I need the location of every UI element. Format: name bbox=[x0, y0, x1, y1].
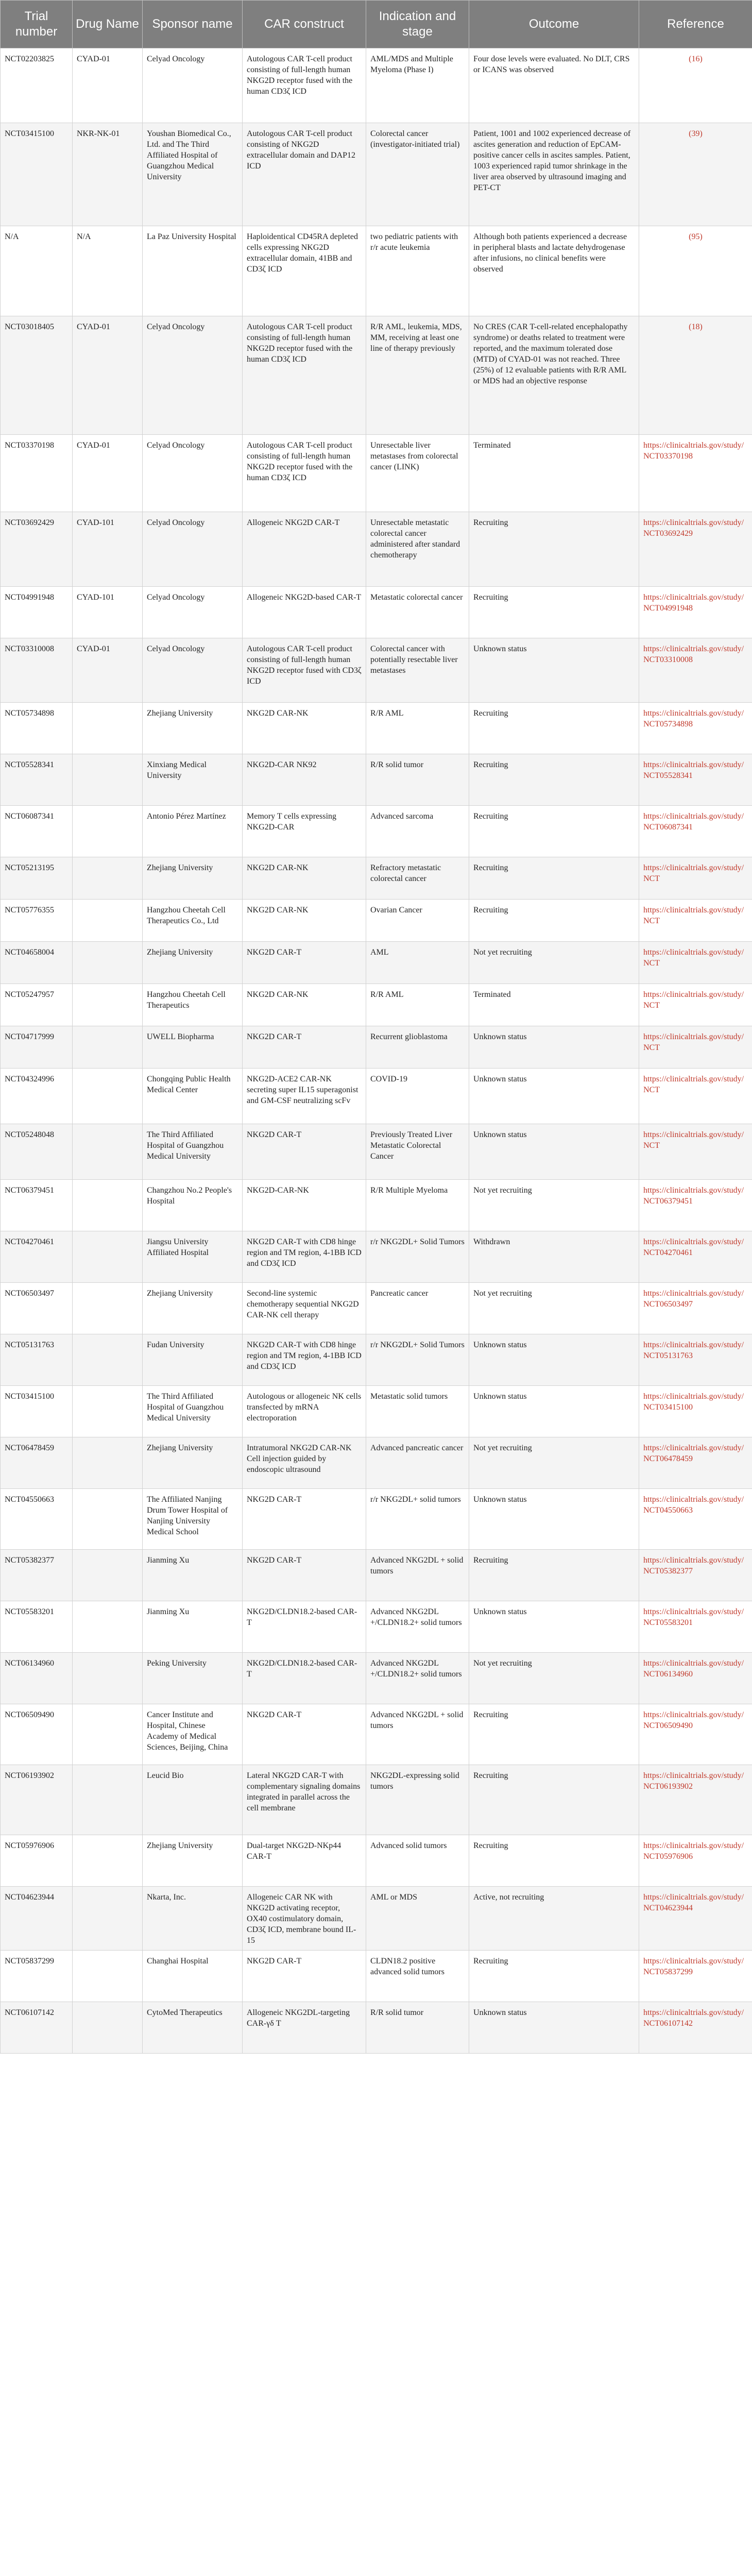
trial-number-cell: NCT03310008 bbox=[1, 638, 73, 703]
indication-cell: Recurrent glioblastoma bbox=[366, 1026, 469, 1069]
indication-cell: Advanced pancreatic cancer bbox=[366, 1437, 469, 1489]
reference-link[interactable]: (16) bbox=[639, 48, 752, 123]
sponsor-name-cell: Cancer Institute and Hospital, Chinese Academy of Medical Sciences, Beijing, China bbox=[143, 1704, 243, 1765]
outcome-cell: Recruiting bbox=[469, 806, 639, 857]
indication-cell: R/R solid tumor bbox=[366, 2002, 469, 2054]
trial-number-cell: NCT05213195 bbox=[1, 857, 73, 900]
car-construct-cell: Dual-target NKG2D-NKp44 CAR-T bbox=[243, 1835, 366, 1887]
column-header-sponsor-name: Sponsor name bbox=[143, 1, 243, 48]
sponsor-name-cell: Jianming Xu bbox=[143, 1601, 243, 1653]
table-row bbox=[1, 48, 752, 123]
car-construct-cell: NKG2D-CAR-NK bbox=[243, 1180, 366, 1231]
trial-number-cell: NCT06087341 bbox=[1, 806, 73, 857]
indication-cell: R/R solid tumor bbox=[366, 754, 469, 806]
sponsor-name-cell: Hangzhou Cheetah Cell Therapeutics bbox=[143, 984, 243, 1026]
trial-number-cell: NCT03415100 bbox=[1, 123, 73, 226]
drug-name-cell bbox=[73, 754, 143, 806]
reference-link[interactable]: (95) bbox=[639, 226, 752, 316]
trial-number-cell: NCT04991948 bbox=[1, 587, 73, 638]
sponsor-name-cell: Changhai Hospital bbox=[143, 1951, 243, 2002]
table-row bbox=[1, 638, 752, 703]
drug-name-cell: CYAD-01 bbox=[73, 48, 143, 123]
table-body bbox=[1, 48, 752, 2054]
sponsor-name-cell: Zhejiang University bbox=[143, 703, 243, 754]
car-construct-cell: NKG2D CAR-T bbox=[243, 1026, 366, 1069]
indication-cell: r/r NKG2DL+ Solid Tumors bbox=[366, 1231, 469, 1283]
car-construct-cell: Intratumoral NKG2D CAR-NK Cell injection guided by endoscopic ultrasound bbox=[243, 1437, 366, 1489]
table-row bbox=[1, 1334, 752, 1386]
trial-number-cell: N/A bbox=[1, 226, 73, 316]
table-row bbox=[1, 1550, 752, 1601]
car-construct-cell: NKG2D CAR-T bbox=[243, 1704, 366, 1765]
car-construct-cell: Allogeneic NKG2D CAR-T bbox=[243, 512, 366, 587]
indication-cell: NKG2DL-expressing solid tumors bbox=[366, 1765, 469, 1835]
car-construct-cell: NKG2D CAR-NK bbox=[243, 857, 366, 900]
drug-name-cell bbox=[73, 1765, 143, 1835]
car-construct-cell: Allogeneic NKG2D-based CAR-T bbox=[243, 587, 366, 638]
indication-cell: Advanced sarcoma bbox=[366, 806, 469, 857]
outcome-cell: Recruiting bbox=[469, 1835, 639, 1887]
reference-link[interactable]: https://clinicaltrials.gov/study/NCT04270461 bbox=[639, 1231, 752, 1283]
trial-number-cell: NCT04270461 bbox=[1, 1231, 73, 1283]
trial-number-cell: NCT06478459 bbox=[1, 1437, 73, 1489]
car-construct-cell: Autologous or allogeneic NK cells transfected by mRNA electroporation bbox=[243, 1386, 366, 1437]
trial-number-cell: NCT05247957 bbox=[1, 984, 73, 1026]
outcome-cell: Recruiting bbox=[469, 900, 639, 942]
outcome-cell: Terminated bbox=[469, 435, 639, 512]
column-header-outcome: Outcome bbox=[469, 1, 639, 48]
trial-number-cell: NCT05131763 bbox=[1, 1334, 73, 1386]
table-row bbox=[1, 754, 752, 806]
drug-name-cell bbox=[73, 1231, 143, 1283]
table-row bbox=[1, 1124, 752, 1180]
drug-name-cell bbox=[73, 900, 143, 942]
car-construct-cell: Memory T cells expressing NKG2D-CAR bbox=[243, 806, 366, 857]
trial-number-cell: NCT06509490 bbox=[1, 1704, 73, 1765]
outcome-cell: Not yet recruiting bbox=[469, 1437, 639, 1489]
table-row bbox=[1, 1069, 752, 1124]
reference-link[interactable]: https://clinicaltrials.gov/study/NCT04623944 bbox=[639, 1887, 752, 1951]
outcome-cell: Not yet recruiting bbox=[469, 1283, 639, 1334]
outcome-cell: Unknown status bbox=[469, 638, 639, 703]
drug-name-cell: CYAD-01 bbox=[73, 638, 143, 703]
table-row bbox=[1, 316, 752, 435]
sponsor-name-cell: Celyad Oncology bbox=[143, 48, 243, 123]
car-construct-cell: Allogeneic NKG2DL-targeting CAR-γδ T bbox=[243, 2002, 366, 2054]
drug-name-cell bbox=[73, 1386, 143, 1437]
outcome-cell: Recruiting bbox=[469, 1550, 639, 1601]
outcome-cell: Recruiting bbox=[469, 1704, 639, 1765]
table-row bbox=[1, 587, 752, 638]
table-row bbox=[1, 857, 752, 900]
indication-cell: Ovarian Cancer bbox=[366, 900, 469, 942]
outcome-cell: Unknown status bbox=[469, 1386, 639, 1437]
reference-link[interactable]: https://clinicaltrials.gov/study/NCT06107142 bbox=[639, 2002, 752, 2054]
outcome-cell: Not yet recruiting bbox=[469, 942, 639, 984]
car-construct-cell: NKG2D CAR-NK bbox=[243, 703, 366, 754]
table-row bbox=[1, 1887, 752, 1951]
reference-link[interactable]: https://clinicaltrials.gov/study/NCT06509490 bbox=[639, 1704, 752, 1765]
reference-link[interactable]: https://clinicaltrials.gov/study/NCT06503497 bbox=[639, 1283, 752, 1334]
indication-cell: r/r NKG2DL+ Solid Tumors bbox=[366, 1334, 469, 1386]
outcome-cell: Unknown status bbox=[469, 2002, 639, 2054]
reference-link[interactable]: https://clinicaltrials.gov/study/NCT05837299 bbox=[639, 1951, 752, 2002]
outcome-cell: Four dose levels were evaluated. No DLT, CRS or ICANS was observed bbox=[469, 48, 639, 123]
indication-cell: Advanced NKG2DL + solid tumors bbox=[366, 1550, 469, 1601]
outcome-cell: Recruiting bbox=[469, 1951, 639, 2002]
trial-number-cell: NCT05382377 bbox=[1, 1550, 73, 1601]
trial-number-cell: NCT05837299 bbox=[1, 1951, 73, 2002]
reference-link[interactable]: https://clinicaltrials.gov/study/NCT bbox=[639, 1124, 752, 1180]
sponsor-name-cell: Zhejiang University bbox=[143, 1835, 243, 1887]
indication-cell: r/r NKG2DL+ solid tumors bbox=[366, 1489, 469, 1550]
reference-link[interactable]: https://clinicaltrials.gov/study/NCT04550663 bbox=[639, 1489, 752, 1550]
reference-link[interactable]: https://clinicaltrials.gov/study/NCT05976906 bbox=[639, 1835, 752, 1887]
reference-link[interactable]: https://clinicaltrials.gov/study/NCT bbox=[639, 900, 752, 942]
sponsor-name-cell: Nkarta, Inc. bbox=[143, 1887, 243, 1951]
reference-link[interactable]: https://clinicaltrials.gov/study/NCT06087341 bbox=[639, 806, 752, 857]
trial-number-cell: NCT06134960 bbox=[1, 1653, 73, 1704]
drug-name-cell bbox=[73, 2002, 143, 2054]
table-row bbox=[1, 1601, 752, 1653]
table-row bbox=[1, 703, 752, 754]
car-construct-cell: NKG2D CAR-T with CD8 hinge region and TM region, 4-1BB ICD and CD3ζ ICD bbox=[243, 1334, 366, 1386]
trial-number-cell: NCT02203825 bbox=[1, 48, 73, 123]
sponsor-name-cell: Chongqing Public Health Medical Center bbox=[143, 1069, 243, 1124]
indication-cell: Previously Treated Liver Metastatic Colorectal Cancer bbox=[366, 1124, 469, 1180]
table-row bbox=[1, 1653, 752, 1704]
outcome-cell: Recruiting bbox=[469, 857, 639, 900]
car-construct-cell: NKG2D CAR-T bbox=[243, 942, 366, 984]
car-construct-cell: NKG2D-CAR NK92 bbox=[243, 754, 366, 806]
reference-link[interactable]: https://clinicaltrials.gov/study/NCT bbox=[639, 857, 752, 900]
outcome-cell: Unknown status bbox=[469, 1026, 639, 1069]
reference-link[interactable]: (18) bbox=[639, 316, 752, 435]
sponsor-name-cell: Celyad Oncology bbox=[143, 638, 243, 703]
drug-name-cell bbox=[73, 1489, 143, 1550]
indication-cell: AML/MDS and Multiple Myeloma (Phase I) bbox=[366, 48, 469, 123]
car-construct-cell: Lateral NKG2D CAR-T with complementary signaling domains integrated in parallel across the cell membrane bbox=[243, 1765, 366, 1835]
car-construct-cell: Autologous CAR T-cell product consisting of full-length human NKG2D receptor fused with the human CD3ζ ICD bbox=[243, 316, 366, 435]
reference-link[interactable]: https://clinicaltrials.gov/study/NCT04991948 bbox=[639, 587, 752, 638]
reference-link[interactable]: https://clinicaltrials.gov/study/NCT05734898 bbox=[639, 703, 752, 754]
sponsor-name-cell: The Third Affiliated Hospital of Guangzhou Medical University bbox=[143, 1386, 243, 1437]
trial-number-cell: NCT03018405 bbox=[1, 316, 73, 435]
table-row bbox=[1, 984, 752, 1026]
car-construct-cell: Autologous CAR T-cell product consisting of full-length human NKG2D receptor fused with the human CD3ζ ICD bbox=[243, 435, 366, 512]
indication-cell: R/R AML bbox=[366, 984, 469, 1026]
sponsor-name-cell: Xinxiang Medical University bbox=[143, 754, 243, 806]
indication-cell: AML or MDS bbox=[366, 1887, 469, 1951]
indication-cell: Advanced solid tumors bbox=[366, 1835, 469, 1887]
trial-number-cell: NCT05976906 bbox=[1, 1835, 73, 1887]
car-construct-cell: NKG2D CAR-T bbox=[243, 1124, 366, 1180]
sponsor-name-cell: Celyad Oncology bbox=[143, 512, 243, 587]
indication-cell: Pancreatic cancer bbox=[366, 1283, 469, 1334]
trial-number-cell: NCT06107142 bbox=[1, 2002, 73, 2054]
table-row bbox=[1, 1765, 752, 1835]
column-header-drug-name: Drug Name bbox=[73, 1, 143, 48]
car-construct-cell: Autologous CAR T-cell product consisting of full-length human NKG2D receptor fused with CD3ζ ICD bbox=[243, 638, 366, 703]
column-header-reference: Reference bbox=[639, 1, 752, 48]
drug-name-cell bbox=[73, 1835, 143, 1887]
trial-number-cell: NCT06193902 bbox=[1, 1765, 73, 1835]
sponsor-name-cell: La Paz University Hospital bbox=[143, 226, 243, 316]
sponsor-name-cell: UWELL Biopharma bbox=[143, 1026, 243, 1069]
indication-cell: two pediatric patients with r/r acute leukemia bbox=[366, 226, 469, 316]
table-row bbox=[1, 1386, 752, 1437]
drug-name-cell bbox=[73, 1124, 143, 1180]
reference-link[interactable]: https://clinicaltrials.gov/study/NCT06478459 bbox=[639, 1437, 752, 1489]
outcome-cell: Terminated bbox=[469, 984, 639, 1026]
table-row bbox=[1, 942, 752, 984]
reference-link[interactable]: https://clinicaltrials.gov/study/NCT bbox=[639, 984, 752, 1026]
indication-cell: Unresectable liver metastases from colorectal cancer (LINK) bbox=[366, 435, 469, 512]
indication-cell: Colorectal cancer with potentially resectable liver metastases bbox=[366, 638, 469, 703]
outcome-cell: Unknown status bbox=[469, 1601, 639, 1653]
table-row bbox=[1, 1026, 752, 1069]
reference-link[interactable]: https://clinicaltrials.gov/study/NCT bbox=[639, 942, 752, 984]
table-row bbox=[1, 2002, 752, 2054]
car-construct-cell: NKG2D/CLDN18.2-based CAR-T bbox=[243, 1653, 366, 1704]
drug-name-cell bbox=[73, 984, 143, 1026]
sponsor-name-cell: The Third Affiliated Hospital of Guangzhou Medical University bbox=[143, 1124, 243, 1180]
outcome-cell: Patient, 1001 and 1002 experienced decrease of ascites generation and reduction of EpCAM-positive cancer cells in ascites samples. Patient, 1003 experienced rapid tumor shrinkage in the liver area observed by ultrasound imaging and PET-CT bbox=[469, 123, 639, 226]
table-row bbox=[1, 1231, 752, 1283]
drug-name-cell bbox=[73, 1951, 143, 2002]
sponsor-name-cell: Celyad Oncology bbox=[143, 587, 243, 638]
sponsor-name-cell: Zhejiang University bbox=[143, 1283, 243, 1334]
sponsor-name-cell: Jianming Xu bbox=[143, 1550, 243, 1601]
drug-name-cell bbox=[73, 1026, 143, 1069]
drug-name-cell bbox=[73, 857, 143, 900]
reference-link[interactable]: https://clinicaltrials.gov/study/NCT06193902 bbox=[639, 1765, 752, 1835]
sponsor-name-cell: Hangzhou Cheetah Cell Therapeutics Co., Ltd bbox=[143, 900, 243, 942]
table-row bbox=[1, 806, 752, 857]
car-construct-cell: NKG2D-ACE2 CAR-NK secreting super IL15 superagonist and GM-CSF neutralizing scFv bbox=[243, 1069, 366, 1124]
drug-name-cell bbox=[73, 1887, 143, 1951]
drug-name-cell: CYAD-101 bbox=[73, 587, 143, 638]
sponsor-name-cell: Zhejiang University bbox=[143, 942, 243, 984]
trial-number-cell: NCT06503497 bbox=[1, 1283, 73, 1334]
trial-number-cell: NCT05776355 bbox=[1, 900, 73, 942]
outcome-cell: Recruiting bbox=[469, 512, 639, 587]
outcome-cell: Not yet recruiting bbox=[469, 1653, 639, 1704]
trial-number-cell: NCT03692429 bbox=[1, 512, 73, 587]
drug-name-cell: NKR-NK-01 bbox=[73, 123, 143, 226]
table-row bbox=[1, 1283, 752, 1334]
reference-link[interactable]: https://clinicaltrials.gov/study/NCT06134960 bbox=[639, 1653, 752, 1704]
reference-link[interactable]: https://clinicaltrials.gov/study/NCT05382377 bbox=[639, 1550, 752, 1601]
sponsor-name-cell: Youshan Biomedical Co., Ltd. and The Third Affiliated Hospital of Guangzhou Medical University bbox=[143, 123, 243, 226]
indication-cell: Unresectable metastatic colorectal cancer administered after standard chemotherapy bbox=[366, 512, 469, 587]
trial-number-cell: NCT04324996 bbox=[1, 1069, 73, 1124]
outcome-cell: Recruiting bbox=[469, 703, 639, 754]
reference-link[interactable]: (39) bbox=[639, 123, 752, 226]
outcome-cell: Recruiting bbox=[469, 754, 639, 806]
reference-link[interactable]: https://clinicaltrials.gov/study/NCT05583201 bbox=[639, 1601, 752, 1653]
trial-number-cell: NCT03370198 bbox=[1, 435, 73, 512]
reference-link[interactable]: https://clinicaltrials.gov/study/NCT03415100 bbox=[639, 1386, 752, 1437]
car-construct-cell: NKG2D/CLDN18.2-based CAR-T bbox=[243, 1601, 366, 1653]
reference-link[interactable]: https://clinicaltrials.gov/study/NCT05131763 bbox=[639, 1334, 752, 1386]
trial-number-cell: NCT05583201 bbox=[1, 1601, 73, 1653]
table-row bbox=[1, 512, 752, 587]
indication-cell: Metastatic solid tumors bbox=[366, 1386, 469, 1437]
indication-cell: AML bbox=[366, 942, 469, 984]
drug-name-cell bbox=[73, 1437, 143, 1489]
drug-name-cell bbox=[73, 1550, 143, 1601]
car-construct-cell: NKG2D CAR-T bbox=[243, 1550, 366, 1601]
outcome-cell: Unknown status bbox=[469, 1334, 639, 1386]
trial-number-cell: NCT06379451 bbox=[1, 1180, 73, 1231]
indication-cell: R/R AML, leukemia, MDS, MM, receiving at least one line of therapy previously bbox=[366, 316, 469, 435]
table-row bbox=[1, 1704, 752, 1765]
outcome-cell: Although both patients experienced a decrease in peripheral blasts and lactate dehydrogenase after infusions, no clinical benefits were observed bbox=[469, 226, 639, 316]
outcome-cell: Not yet recruiting bbox=[469, 1180, 639, 1231]
indication-cell: Advanced NKG2DL +/CLDN18.2+ solid tumors bbox=[366, 1653, 469, 1704]
indication-cell: R/R AML bbox=[366, 703, 469, 754]
drug-name-cell bbox=[73, 1334, 143, 1386]
sponsor-name-cell: Fudan University bbox=[143, 1334, 243, 1386]
drug-name-cell bbox=[73, 806, 143, 857]
sponsor-name-cell: Jiangsu University Affiliated Hospital bbox=[143, 1231, 243, 1283]
table-row bbox=[1, 226, 752, 316]
car-construct-cell: NKG2D CAR-T bbox=[243, 1951, 366, 2002]
outcome-cell: Withdrawn bbox=[469, 1231, 639, 1283]
table-row bbox=[1, 1835, 752, 1887]
indication-cell: CLDN18.2 positive advanced solid tumors bbox=[366, 1951, 469, 2002]
table-row bbox=[1, 435, 752, 512]
table-row bbox=[1, 123, 752, 226]
sponsor-name-cell: Zhejiang University bbox=[143, 1437, 243, 1489]
car-construct-cell: NKG2D CAR-T bbox=[243, 1489, 366, 1550]
outcome-cell: Unknown status bbox=[469, 1124, 639, 1180]
trial-number-cell: NCT03415100 bbox=[1, 1386, 73, 1437]
indication-cell: Advanced NKG2DL +/CLDN18.2+ solid tumors bbox=[366, 1601, 469, 1653]
outcome-cell: Active, not recruiting bbox=[469, 1887, 639, 1951]
sponsor-name-cell: Celyad Oncology bbox=[143, 316, 243, 435]
car-construct-cell: Haploidentical CD45RA depleted cells expressing NKG2D extracellular domain, 41BB and CD3ζ ICD bbox=[243, 226, 366, 316]
table-row bbox=[1, 1951, 752, 2002]
car-construct-cell: Allogeneic CAR NK with NKG2D activating receptor, OX40 costimulatory domain, CD3ζ ICD, membrane bound IL-15 bbox=[243, 1887, 366, 1951]
reference-link[interactable]: https://clinicaltrials.gov/study/NCT05528341 bbox=[639, 754, 752, 806]
outcome-cell: Unknown status bbox=[469, 1069, 639, 1124]
sponsor-name-cell: CytoMed Therapeutics bbox=[143, 2002, 243, 2054]
outcome-cell: Recruiting bbox=[469, 1765, 639, 1835]
drug-name-cell bbox=[73, 1283, 143, 1334]
trial-number-cell: NCT04658004 bbox=[1, 942, 73, 984]
car-construct-cell: Second-line systemic chemotherapy sequential NKG2D CAR-NK cell therapy bbox=[243, 1283, 366, 1334]
table-row bbox=[1, 1180, 752, 1231]
car-construct-cell: NKG2D CAR-T with CD8 hinge region and TM region, 4-1BB ICD and CD3ζ ICD bbox=[243, 1231, 366, 1283]
car-construct-cell: Autologous CAR T-cell product consisting of full-length human NKG2D receptor fused with the human CD3ζ ICD bbox=[243, 48, 366, 123]
indication-cell: Advanced NKG2DL + solid tumors bbox=[366, 1704, 469, 1765]
trial-number-cell: NCT05528341 bbox=[1, 754, 73, 806]
car-construct-cell: Autologous CAR T-cell product consisting of NKG2D extracellular domain and DAP12 ICD bbox=[243, 123, 366, 226]
reference-link[interactable]: https://clinicaltrials.gov/study/NCT bbox=[639, 1026, 752, 1069]
reference-link[interactable]: https://clinicaltrials.gov/study/NCT03692429 bbox=[639, 512, 752, 587]
trial-number-cell: NCT05248048 bbox=[1, 1124, 73, 1180]
column-header-indication-and-stage: Indication and stage bbox=[366, 1, 469, 48]
trial-number-cell: NCT05734898 bbox=[1, 703, 73, 754]
outcome-cell: No CRES (CAR T-cell-related encephalopathy syndrome) or deaths related to treatment were reported, and the maximum tolerated dose (MTD) of CYAD-01 was not reached. Three (25%) of 12 evaluable patients with R/R AML or MDS had an objective response bbox=[469, 316, 639, 435]
reference-link[interactable]: https://clinicaltrials.gov/study/NCT06379451 bbox=[639, 1180, 752, 1231]
trial-number-cell: NCT04623944 bbox=[1, 1887, 73, 1951]
sponsor-name-cell: Changzhou No.2 People's Hospital bbox=[143, 1180, 243, 1231]
sponsor-name-cell: Antonio Pérez Martínez bbox=[143, 806, 243, 857]
sponsor-name-cell: Peking University bbox=[143, 1653, 243, 1704]
reference-link[interactable]: https://clinicaltrials.gov/study/NCT03370198 bbox=[639, 435, 752, 512]
drug-name-cell bbox=[73, 1601, 143, 1653]
drug-name-cell bbox=[73, 1069, 143, 1124]
drug-name-cell bbox=[73, 942, 143, 984]
drug-name-cell bbox=[73, 1704, 143, 1765]
reference-link[interactable]: https://clinicaltrials.gov/study/NCT bbox=[639, 1069, 752, 1124]
table-row bbox=[1, 1437, 752, 1489]
trial-number-cell: NCT04717999 bbox=[1, 1026, 73, 1069]
drug-name-cell: CYAD-01 bbox=[73, 316, 143, 435]
car-construct-cell: NKG2D CAR-NK bbox=[243, 900, 366, 942]
indication-cell: R/R Multiple Myeloma bbox=[366, 1180, 469, 1231]
header-row bbox=[1, 1, 752, 48]
drug-name-cell: CYAD-101 bbox=[73, 512, 143, 587]
drug-name-cell: N/A bbox=[73, 226, 143, 316]
table-row bbox=[1, 900, 752, 942]
car-construct-cell: NKG2D CAR-NK bbox=[243, 984, 366, 1026]
outcome-cell: Recruiting bbox=[469, 587, 639, 638]
drug-name-cell bbox=[73, 1653, 143, 1704]
drug-name-cell: CYAD-01 bbox=[73, 435, 143, 512]
indication-cell: Refractory metastatic colorectal cancer bbox=[366, 857, 469, 900]
reference-link[interactable]: https://clinicaltrials.gov/study/NCT03310008 bbox=[639, 638, 752, 703]
sponsor-name-cell: Leucid Bio bbox=[143, 1765, 243, 1835]
trial-number-cell: NCT04550663 bbox=[1, 1489, 73, 1550]
table-row bbox=[1, 1489, 752, 1550]
sponsor-name-cell: Zhejiang University bbox=[143, 857, 243, 900]
column-header-trial-number: Trial number bbox=[1, 1, 73, 48]
outcome-cell: Unknown status bbox=[469, 1489, 639, 1550]
indication-cell: Colorectal cancer (investigator-initiated trial) bbox=[366, 123, 469, 226]
indication-cell: Metastatic colorectal cancer bbox=[366, 587, 469, 638]
drug-name-cell bbox=[73, 703, 143, 754]
drug-name-cell bbox=[73, 1180, 143, 1231]
sponsor-name-cell: Celyad Oncology bbox=[143, 435, 243, 512]
indication-cell: COVID-19 bbox=[366, 1069, 469, 1124]
column-header-car-construct: CAR construct bbox=[243, 1, 366, 48]
sponsor-name-cell: The Affiliated Nanjing Drum Tower Hospital of Nanjing University Medical School bbox=[143, 1489, 243, 1550]
